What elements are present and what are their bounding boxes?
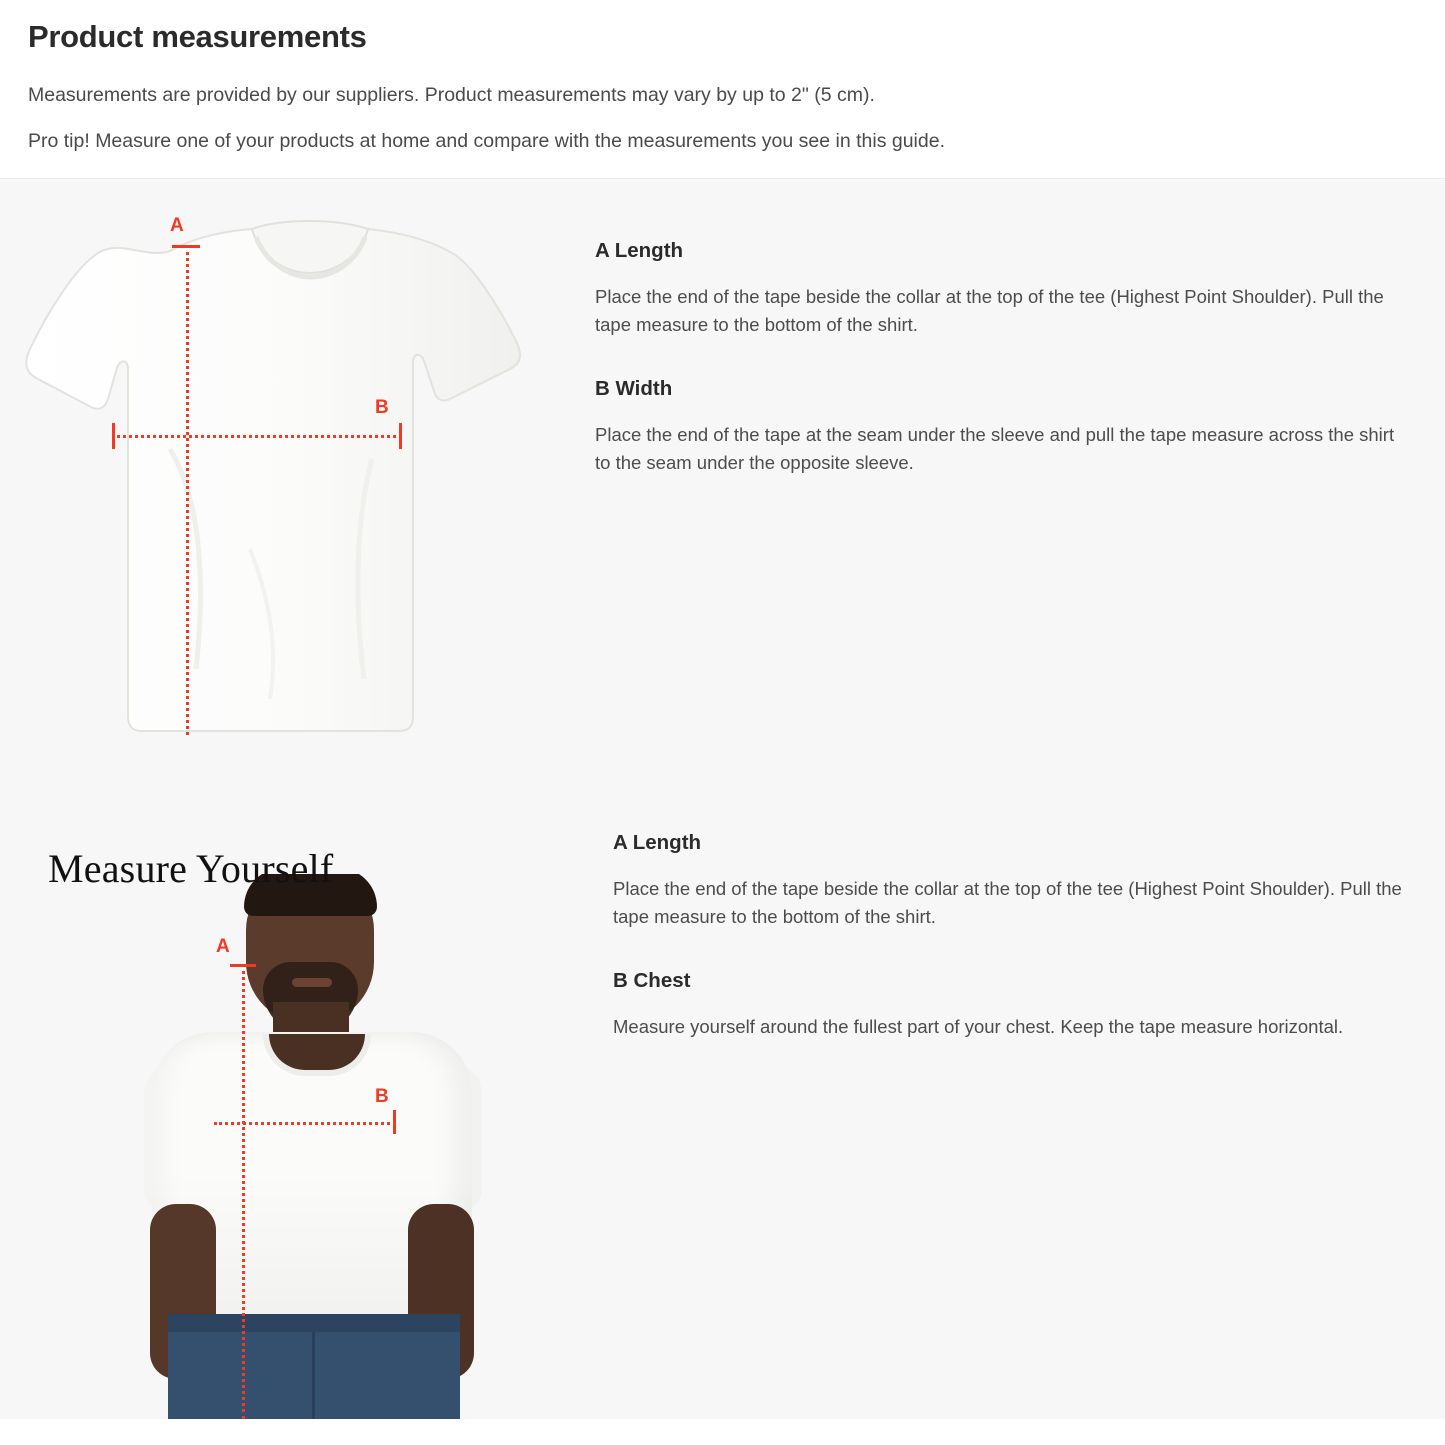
width-guide-right-tick [399, 423, 402, 449]
tshirt-svg [20, 219, 580, 779]
model-jeans-waistband [168, 1314, 460, 1332]
product-measure-a-title: A Length [595, 238, 684, 262]
model-photo-illustration [20, 874, 580, 1419]
page-header [0, 0, 1445, 178]
product-figure-column [0, 179, 595, 779]
product-measure-a-body: Place the end of the tape beside the collar at the top of the tee (Highest Point Shoulder). Pull the tape measure to the bottom of the shirt. [595, 285, 1384, 335]
intro-line-2: Pro tip! Measure one of your products at home and compare with the measurements you see in this guide. [28, 130, 945, 153]
model-measure-a-title: A Length [613, 830, 702, 854]
model-measure-a-body: Place the end of the tape beside the collar at the top of the tee (Highest Point Shoulder). Pull the tape measure to the bottom of the shirt. [613, 877, 1402, 927]
model-text-column [595, 779, 1445, 1041]
model-jeans-seam [312, 1332, 315, 1419]
product-text-column [595, 179, 1445, 477]
model-length-guide-top-tick [230, 964, 256, 967]
label-b-model: B [375, 1085, 389, 1107]
length-guide-top-tick [172, 245, 200, 248]
label-a-product: A [170, 214, 184, 236]
label-b-product: B [375, 396, 389, 418]
model-measure-b-body: Measure yourself around the fullest part of your chest. Keep the tape measure horizontal. [613, 1015, 1344, 1037]
model-mouth [292, 978, 332, 987]
product-measurements-section [0, 178, 1445, 779]
label-a-model: A [216, 935, 230, 957]
model-chest-guide-right-tick [393, 1110, 396, 1134]
tshirt-flat-illustration [20, 214, 580, 779]
product-measure-b-title: B Width [595, 376, 673, 400]
product-measure-b-body: Place the end of the tape at the seam under the sleeve and pull the tape measure across the shirt to the seam under the opposite sleeve. [595, 423, 1395, 474]
page-title: Product measurements [28, 19, 367, 54]
model-measure-b-title: B Chest [613, 968, 691, 992]
width-guide-left-tick [112, 423, 115, 449]
measure-yourself-heading: Measure Yourself [48, 846, 334, 891]
intro-line-1: Measurements are provided by our suppliers. Product measurements may vary by up to 2" (5 cm). [28, 84, 875, 107]
